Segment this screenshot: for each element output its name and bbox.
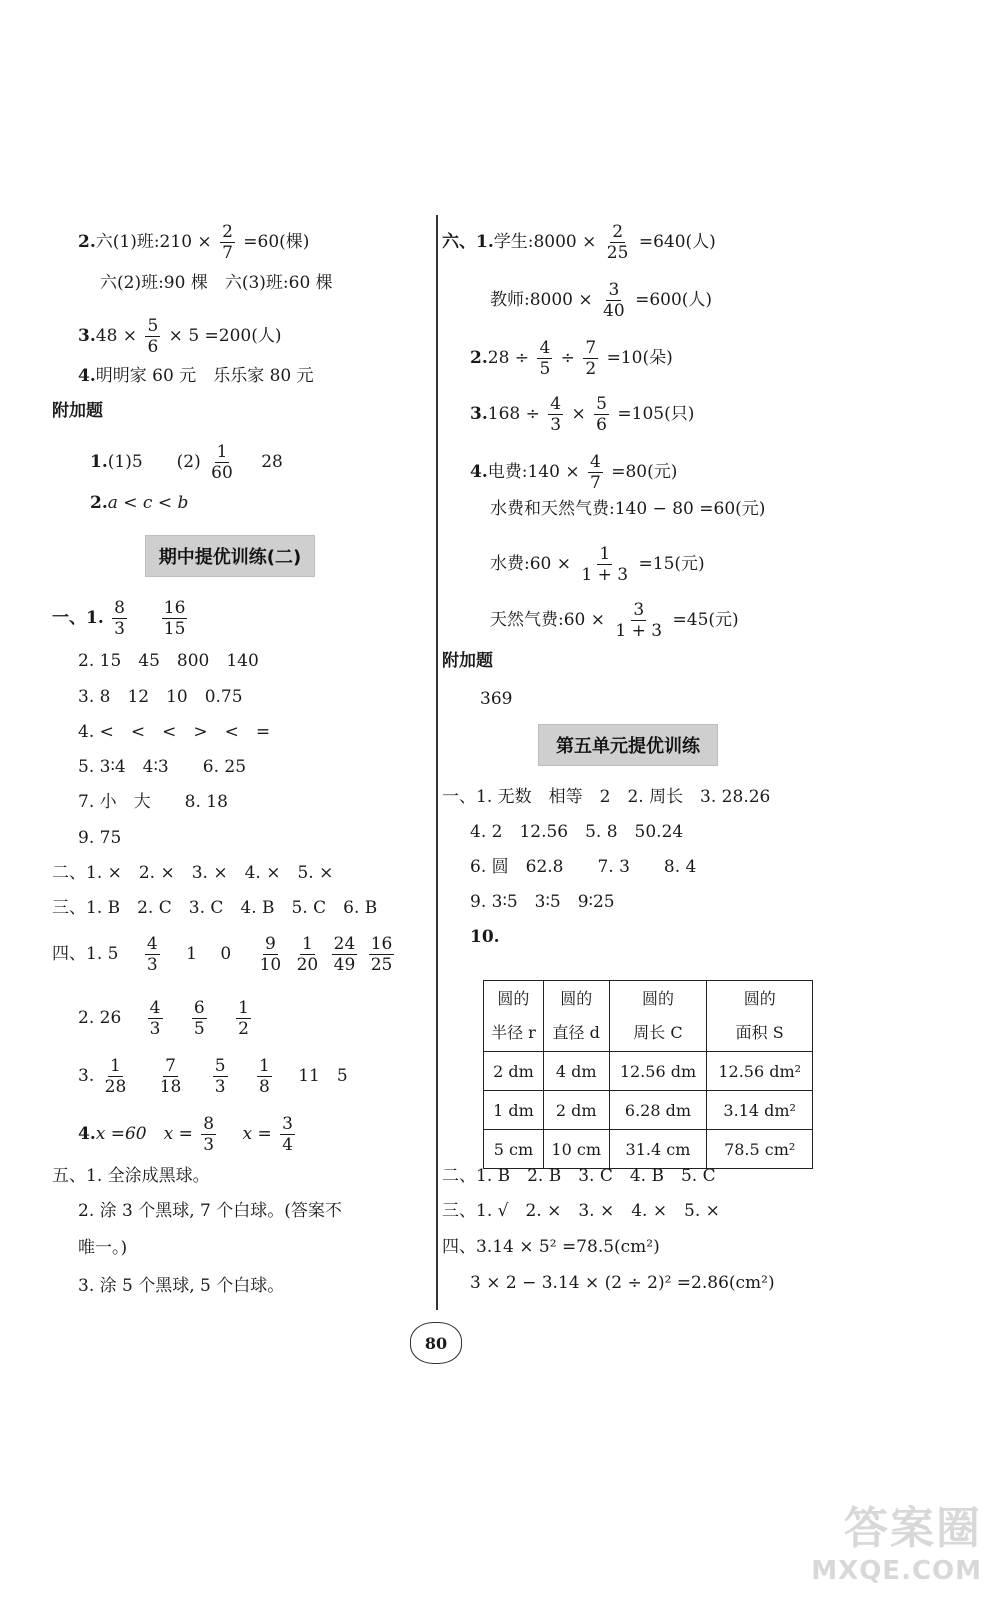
watermark-logo [811, 1492, 982, 1586]
left-s4-1: 四、1. 5 $\frac{4}{3}$ 1 0 $\frac{9}{10}$ $\frac{1}{20}$ $\frac{24}{49}$ $\frac{16}{25}$ [52, 934, 393, 975]
right-r4-line2: 水费和天然气费:140 − 80 =60(元) [490, 499, 766, 519]
table-cell: 12.56 dm [609, 1052, 707, 1091]
circle-table [483, 980, 813, 1169]
table-cell: 12.56 dm² [707, 1052, 813, 1091]
right-u4-2: 3 × 2 − 3.14 × (2 ÷ 2)² =2.86(cm²) [470, 1273, 775, 1293]
table-header-cell: 圆的 周长 C [609, 981, 707, 1052]
table-cell: 78.5 cm² [707, 1130, 813, 1169]
left-q3: 3.48 × $\frac{5}{6}$ × 5 =200(人) [78, 316, 282, 357]
right-u1-10: 10. [470, 927, 500, 947]
left-s1-7: 7. 小 大 8. 18 [78, 792, 228, 812]
right-u4-1: 四、3.14 × 5² =78.5(cm²) [442, 1237, 660, 1257]
table-cell: 4 dm [543, 1052, 609, 1091]
right-extra-answer: 369 [480, 689, 513, 709]
right-r4-gas: 天然气费:60 × $\frac{3}{1 + 3}$ =45(元) [490, 600, 739, 641]
page-number: 80 [410, 1322, 462, 1364]
left-s1-4: 4. < < < > < = [78, 722, 271, 742]
left-s1-1: 一、1. $\frac{8}{3}$ $\frac{16}{15}$ [52, 598, 186, 639]
watermark-line1: 答案圈 [844, 1503, 982, 1554]
left-s1-2: 2. 15 45 800 140 [78, 651, 259, 671]
right-r4-water: 水费:60 × $\frac{1}{1 + 3}$ =15(元) [490, 544, 705, 585]
table-row [484, 1052, 813, 1091]
table-row [484, 1130, 813, 1169]
left-s1-3: 3. 8 12 10 0.75 [78, 687, 243, 707]
left-extra-1: 1.(1)5 (2) $\frac{1}{60}$ 28 [90, 442, 283, 483]
left-q2: 2.六(1)班:210 × $\frac{2}{7}$ =60(棵) [78, 222, 310, 263]
left-s4-3: 3. $\frac{1}{28}$ $\frac{7}{18}$ $\frac{5}{3}$ $\frac{1}{8}$ 11 5 [78, 1056, 348, 1097]
table-header-cell: 圆的 面积 S [707, 981, 813, 1052]
section-banner-midterm: 期中提优训练(二) [145, 535, 315, 577]
left-s3: 三、1. B 2. C 3. C 4. B 5. C 6. B [52, 898, 378, 918]
right-u1-4: 4. 2 12.56 5. 8 50.24 [470, 822, 684, 842]
left-s5-3: 3. 涂 5 个黑球, 5 个白球。 [78, 1276, 285, 1296]
right-r6-1: 六、1.学生:8000 × $\frac{2}{25}$ =640(人) [442, 222, 716, 263]
right-r3: 3.168 ÷ $\frac{4}{3}$ × $\frac{5}{6}$ =105(只) [470, 394, 695, 435]
watermark-line2: MXQE.COM [811, 1556, 982, 1586]
left-extra-2: 2.a < c < b [90, 493, 189, 513]
right-u1-1: 一、1. 无数 相等 2 2. 周长 3. 28.26 [442, 787, 771, 807]
table-row [484, 1091, 813, 1130]
right-u3: 三、1. √ 2. × 3. × 4. × 5. × [442, 1201, 720, 1221]
right-r4: 4.电费:140 × $\frac{4}{7}$ =80(元) [470, 452, 678, 493]
section-banner-unit5: 第五单元提优训练 [538, 724, 718, 766]
left-extra-heading: 附加题 [52, 401, 103, 421]
table-cell: 1 dm [484, 1091, 544, 1130]
table-cell: 2 dm [543, 1091, 609, 1130]
left-s2: 二、1. × 2. × 3. × 4. × 5. × [52, 863, 334, 883]
right-extra-heading: 附加题 [442, 651, 493, 671]
right-u2: 二、1. B 2. B 3. C 4. B 5. C [442, 1166, 716, 1186]
table-header-row [484, 981, 813, 1052]
right-r2: 2.28 ÷ $\frac{4}{5}$ ÷ $\frac{7}{2}$ =10(朵) [470, 338, 673, 379]
table-cell: 10 cm [543, 1130, 609, 1169]
right-u1-9: 9. 3∶5 3∶5 9∶25 [470, 892, 615, 912]
left-s4-4: 4.x =60 x = $\frac{8}{3}$ x = $\frac{3}{4}$ [78, 1114, 293, 1155]
left-q2-line2: 六(2)班:90 棵 六(3)班:60 棵 [100, 273, 333, 293]
table-cell: 2 dm [484, 1052, 544, 1091]
right-r6-teacher: 教师:8000 × $\frac{3}{40}$ =600(人) [490, 280, 713, 321]
left-s1-9: 9. 75 [78, 828, 122, 848]
left-s4-2: 2. 26 $\frac{4}{3}$ $\frac{6}{5}$ $\frac{1}{2}$ [78, 998, 249, 1039]
column-divider [436, 215, 438, 1310]
left-q4: 4.明明家 60 元 乐乐家 80 元 [78, 366, 314, 386]
left-s5-2b: 唯一。) [78, 1238, 128, 1258]
table-cell: 6.28 dm [609, 1091, 707, 1130]
table-header-cell: 圆的 半径 r [484, 981, 544, 1052]
right-u1-6: 6. 圆 62.8 7. 3 8. 4 [470, 857, 697, 877]
table-cell: 3.14 dm² [707, 1091, 813, 1130]
left-s1-5: 5. 3∶4 4∶3 6. 25 [78, 757, 247, 777]
left-s5-2: 2. 涂 3 个黑球, 7 个白球。(答案不 [78, 1201, 342, 1221]
left-s5-1: 五、1. 全涂成黑球。 [52, 1166, 210, 1186]
table-cell: 31.4 cm [609, 1130, 707, 1169]
table-cell: 5 cm [484, 1130, 544, 1169]
table-header-cell: 圆的 直径 d [543, 981, 609, 1052]
